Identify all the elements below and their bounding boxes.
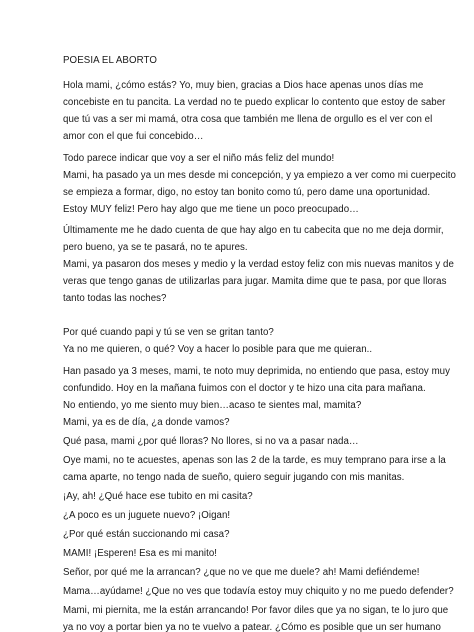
- text-line: Mami, ya es de día, ¿a donde vamos?: [63, 417, 230, 428]
- text-line: Hola mami, ¿cómo estás? Yo, muy bien, gracias a Dios hace apenas unos días me: [63, 80, 424, 91]
- document-title: POESIA EL ABORTO: [63, 55, 158, 66]
- text-line: Ya no me quieren, o qué? Voy a hacer lo posible para que me quieran..: [63, 344, 373, 355]
- text-line: amor con el que fui concebido…: [63, 131, 204, 142]
- text-line: Señor, por qué me la arrancan? ¿que no ve que me duele? ah! Mami defiéndeme!: [63, 567, 420, 578]
- text-line: ¡Ay, ah! ¿Qué hace ese tubito en mi casita?: [63, 491, 253, 502]
- text-line: confundido. Hoy en la mañana fuimos con el doctor y te hizo una cita para mañana.: [63, 383, 426, 394]
- text-line: Todo parece indicar que voy a ser el niño más feliz del mundo!: [63, 153, 335, 164]
- text-line: cama aparte, no tengo nada de sueño, quiero seguir jugando con mis manitas.: [63, 472, 405, 483]
- text-line: Qué pasa, mami ¿por qué lloras? No llores, si no va a pasar nada…: [63, 436, 359, 447]
- text-line: ya no voy a portar bien ya no te vuelvo a patear. ¿Cómo es posible que un ser humano: [63, 622, 441, 632]
- text-line: Han pasado ya 3 meses, mami, te noto muy deprimida, no entiendo que pasa, estoy muy: [63, 366, 451, 377]
- text-line: Oye mami, no te acuestes, apenas son las 2 de la tarde, es muy temprano para irse a la: [63, 455, 446, 466]
- text-line: tanto todas las noches?: [63, 293, 167, 304]
- text-line: Por qué cuando papi y tú se ven se gritan tanto?: [63, 327, 274, 338]
- text-line: se empieza a formar, digo, no estoy tan bonito como tú, pero dame una oportunidad.: [63, 187, 431, 198]
- text-line: Mami, ha pasado ya un mes desde mi concepción, y ya empiezo a ver como mi cuerpecito: [63, 170, 456, 181]
- text-line: que tú vas a ser mi mamá, otra cosa que también me llena de orgullo es el ver con el: [63, 114, 433, 125]
- text-line: MAMI! ¡Esperen! Esa es mi manito!: [63, 548, 218, 559]
- text-line: veras que tengo ganas de utilizarlas para jugar. Mamita dime que te pasa, por que lloras: [63, 276, 447, 287]
- text-line: pero bueno, ya se te pasará, no te apures.: [63, 242, 248, 253]
- text-line: No entiendo, yo me siento muy bien…acaso te sientes mal, mamita?: [63, 400, 362, 411]
- text-line: ¿A poco es un juguete nuevo? ¡Oigan!: [63, 510, 231, 521]
- text-line: ¿Por qué están succionando mi casa?: [63, 529, 230, 540]
- text-line: Estoy MUY feliz! Pero hay algo que me tiene un poco preocupado…: [63, 204, 359, 215]
- text-line: Últimamente me he dado cuenta de que hay algo en tu cabecita que no me deja dormir,: [63, 225, 444, 236]
- text-line: concebiste en tu pancita. La verdad no te puedo explicar lo contento que estoy de saber: [63, 97, 446, 108]
- text-line: Mami, ya pasaron dos meses y medio y la verdad estoy feliz con mis nuevas manitos y de: [63, 259, 454, 270]
- text-line: Mama…ayúdame! ¿Que no ves que todavía estoy muy chiquito y no me puedo defender?: [63, 586, 454, 597]
- text-line: Mami, mi piernita, me la están arrancando! Por favor diles que ya no sigan, te lo juro que: [63, 605, 449, 616]
